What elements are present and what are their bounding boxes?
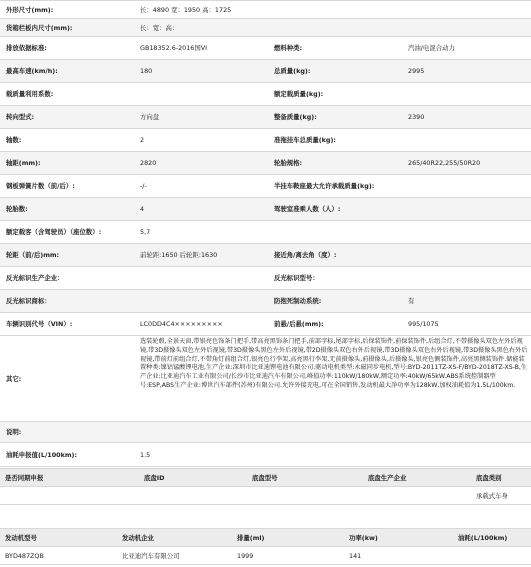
chassis-header-model: 底盘型号	[252, 473, 278, 482]
label-fuel-type: 燃料种类:	[274, 44, 303, 52]
spec-row-other	[0, 336, 531, 422]
spec-row-cargo-box	[0, 19, 531, 37]
value-vin: LC0DD4C4×××××××××	[140, 320, 223, 328]
label-reflector-maker: 反光标识生产企业：	[6, 274, 64, 282]
value-leaf-springs: -/-	[140, 182, 147, 190]
label-cargo-box: 货箱栏板内尺寸(mm):	[6, 23, 73, 32]
label-max-speed: 最高车速(km/h):	[6, 67, 58, 75]
value-axle-count: 2	[140, 136, 145, 144]
value-approach-angle	[405, 244, 531, 266]
spec-row-dimensions	[0, 1, 531, 19]
label-curb-weight: 整备质量(kg):	[274, 113, 317, 121]
label-seat-count: 额定载客（含驾驶员）（座位数）:	[6, 228, 102, 236]
value-reflector-maker	[137, 267, 271, 289]
value-fuel-type: 汽油/电混合动力	[408, 44, 455, 52]
chassis-header-sync: 是否同期申报	[5, 473, 44, 482]
value-load-factor	[137, 83, 271, 105]
engine-header-fuel: 油耗(L/100km)	[458, 533, 508, 542]
value-saddle-load	[405, 175, 531, 197]
label-notes: 说明:	[6, 428, 22, 436]
label-emission-standard: 排放依据标准:	[6, 44, 47, 52]
value-notes	[137, 422, 531, 442]
spec-row-notes	[0, 422, 531, 443]
value-curb-weight: 2390	[408, 113, 425, 121]
label-track-width: 轮距（前/后)mm:	[6, 251, 60, 259]
value-tire-count: 4	[140, 205, 145, 213]
label-leaf-springs: 钢板弹簧片数（前/后）:	[6, 182, 75, 190]
label-vin: 车辆识别代号（VIN）:	[6, 320, 73, 328]
spec-row-steering	[0, 106, 531, 129]
value-cargo-box: 长：宽：高：	[140, 23, 179, 32]
chassis-sync	[0, 487, 139, 504]
spec-row-abs	[0, 290, 531, 313]
chassis-category: 承载式车身	[476, 491, 508, 500]
value-cab-capacity	[405, 198, 531, 220]
value-rated-load	[405, 83, 531, 105]
spec-row-vin	[0, 313, 531, 336]
value-tire-spec: 265/40R22,255/50R20	[408, 159, 481, 167]
engine-maker: 比亚迪汽车有限公司	[122, 551, 180, 560]
label-dimensions: 外形尺寸(mm):	[6, 5, 54, 14]
chassis-model	[247, 487, 363, 504]
value-emission-standard: GB18352.6-2016国VI	[140, 44, 207, 52]
engine-header-displacement: 排量(ml)	[237, 533, 265, 542]
value-other: 选装轮毂,全景天窗,带银亮色饰条门把手,带高亮黑饰条门把手,前部字标,尾部字标,后保装饰件,前保装饰件,后组合灯,不带摄像头双色左外后视镜,带3D摄像头双色左外后视镜,带3D摄像头黑色左外后视镜,带2D摄像头双色右外后视镜,带3D摄像头双色右外后视镜,带3D摄像头黑色右外后视镜,带前灯前组合灯,不带角灯前组合灯,银亮色行李架,高亮黑行李架,无前摄像头,前摄像头,后摄像头,银亮色侧装饰件,高亮黑侧装饰件.储能装置种类:镍钴锰酸锂电池,生产企业:深圳市比亚迪锂电池有限公司.驱动电机类型:永磁同步电机,型号:BYD-2011TZ-XS-F/BYD-2018TZ-XS-B,生产企业:比亚迪汽车工业有限公司/长沙市比亚迪汽车有限公司,峰值功率:110kW/180kW,额定功率:40kW/65kW.ABS系统控制器型号:ESP,ABS生产企业:博世汽车部件(苏州)有限公司.允许外接充电,可在全国销售,发动机最大净功率为128kW,加权油耗值为1.5L/100km.	[140, 338, 528, 389]
chassis-maker	[363, 487, 471, 504]
label-other: 其它:	[6, 374, 22, 383]
value-seat-count: 5,7	[140, 228, 151, 236]
chassis-id	[139, 487, 247, 504]
label-reflector-brand: 反光标识商标：	[6, 297, 51, 305]
spec-row-tires	[0, 198, 531, 221]
spec-row-wheelbase	[0, 152, 531, 175]
label-trailer-mass: 准拖挂车总质量(kg):	[274, 136, 336, 144]
label-overhang: 前悬/后悬(mm):	[274, 320, 324, 328]
engine-displacement: 1999	[237, 551, 254, 560]
value-track-width: 前轮距:1650 后轮距:1630	[140, 251, 218, 259]
chassis-header-category: 底盘类别	[476, 473, 502, 482]
engine-header-maker: 发动机企业	[122, 533, 154, 542]
engine-fuel	[453, 547, 531, 564]
spec-row-track	[0, 244, 531, 267]
value-abs: 有	[408, 297, 415, 305]
label-saddle-load: 半挂车鞍座最大允许承载质量(kg):	[274, 182, 375, 190]
value-dimensions: 长：4890 宽：1950 高：1725	[140, 5, 232, 14]
value-total-mass: 2995	[408, 67, 425, 75]
value-steering: 方向盘	[140, 113, 160, 121]
engine-data-row	[0, 547, 531, 565]
spec-row-leaf-springs	[0, 175, 531, 198]
label-fuel-consumption: 油耗申报值(L/100km):	[6, 450, 78, 459]
label-axle-count: 轴数:	[6, 136, 22, 144]
label-approach-angle: 接近角/离去角（度）:	[274, 251, 337, 259]
engine-model: BYD487ZQB	[5, 551, 44, 560]
value-max-speed: 180	[140, 67, 153, 75]
chassis-header-maker: 底盘生产企业	[368, 473, 407, 482]
spec-row-load-factor	[0, 83, 531, 106]
chassis-table	[0, 468, 531, 505]
chassis-data-row	[0, 487, 531, 505]
label-total-mass: 总质量(kg):	[274, 67, 311, 75]
spec-row-reflector	[0, 267, 531, 290]
value-reflector-brand	[137, 290, 271, 312]
engine-header-row	[0, 529, 531, 547]
spec-row-seats	[0, 221, 531, 244]
spec-row-axles	[0, 129, 531, 152]
value-overhang: 995/1075	[408, 320, 439, 328]
engine-header-model: 发动机型号	[5, 533, 37, 542]
label-abs: 防抱死制动系统:	[274, 297, 322, 305]
engine-power: 141	[349, 551, 362, 560]
value-reflector-model	[405, 267, 531, 289]
label-reflector-model: 反光标识型号：	[274, 274, 319, 282]
label-rated-load: 额定载质量(kg):	[274, 90, 324, 98]
chassis-header-row	[0, 469, 531, 487]
label-load-factor: 载质量利用系数:	[6, 90, 54, 98]
label-tire-count: 轮胎数:	[6, 205, 28, 213]
spec-row-fuel-consumption	[0, 443, 531, 467]
label-tire-spec: 轮胎规格:	[274, 159, 303, 167]
engine-header-power: 功率(kw)	[349, 533, 378, 542]
chassis-header-id: 底盘ID	[144, 473, 165, 482]
engine-table	[0, 528, 531, 565]
spec-row-emission	[0, 37, 531, 60]
value-trailer-mass	[405, 129, 531, 151]
value-wheelbase: 2820	[140, 159, 157, 167]
label-wheelbase: 轴距(mm):	[6, 159, 41, 167]
label-steering: 转向型式:	[6, 113, 35, 121]
spec-row-speed	[0, 60, 531, 83]
value-fuel-consumption: 1.5	[140, 450, 151, 459]
label-cab-capacity: 驾驶室准乘人数（人）:	[274, 205, 341, 213]
